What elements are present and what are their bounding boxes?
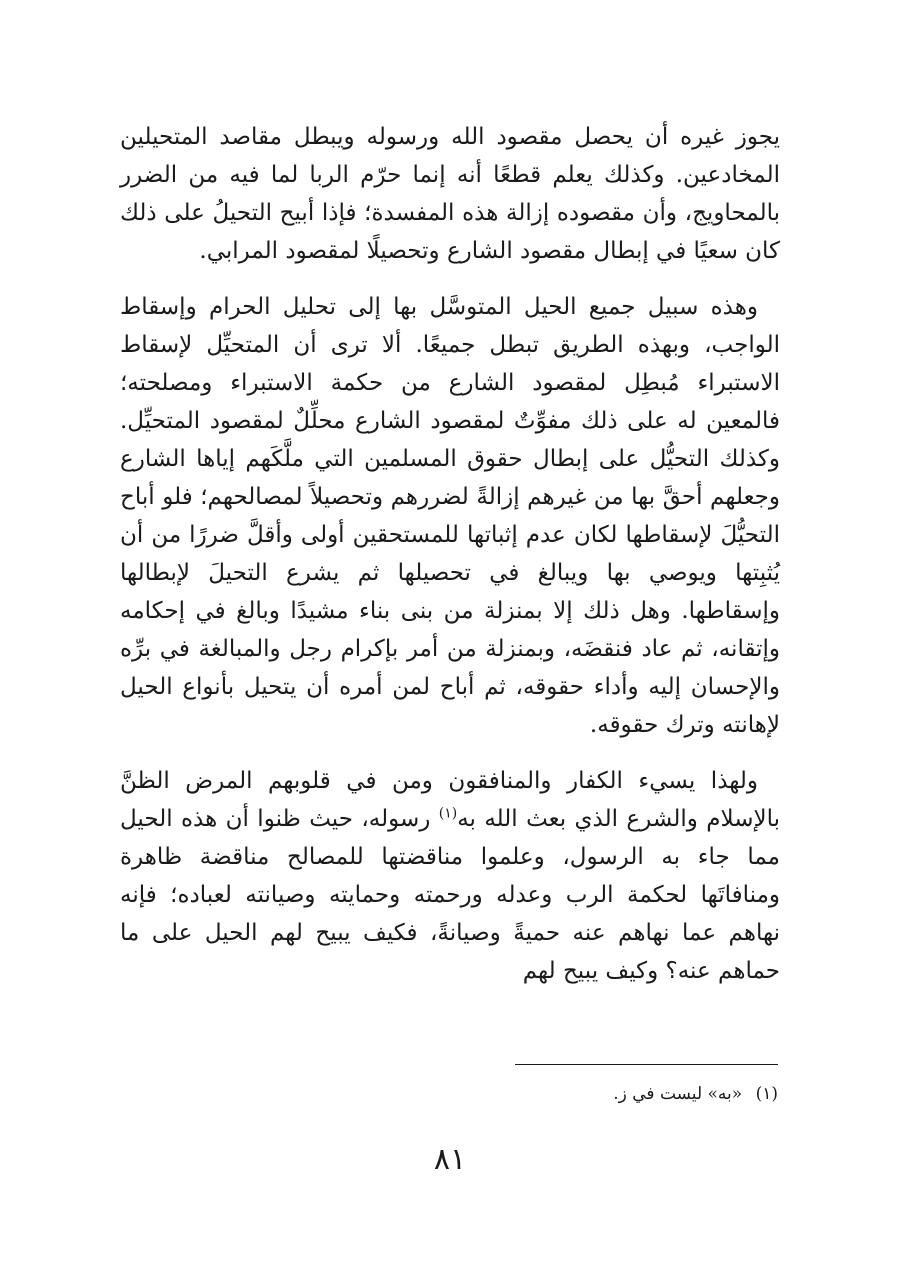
paragraph-2: وهذه سبيل جميع الحيل المتوسَّل بها إلى تحليل الحرام وإسقاط الواجب، وبهذه الطريق تبطل جميعًا. ألا ترى أن المتحيِّل لإسقاط الاستبراء مُبطِل لمقصود الشارع من حكمة الاستبراء ومصلحته؛ فالمعين له على ذلك مفوِّتٌ لمقصود الشارع محلِّلٌ لمقصود المتحيِّل. وكذلك التحيُّل على إبطال حقوق المسلمين التي ملَّكَهم إياها الشارع وجعلهم أحقَّ بها من غيرهم إزالةً لضررهم وتحصيلاً لمصالحهم؛ فلو أباح التحيُّلَ لإسقاطها لكان عدم إثباتها للمستحقين أولى وأقلَّ ضررًا من أن يُثبِتها ويوصي بها ويبالغ في تحصيلها ثم يشرع التحيلَ لإبطالها وإسقاطها. وهل ذلك إلا بمنزلة من بنى بناء مشيدًا وبالغ في إحكامه وإتقانه، ثم عاد فنقضَه، وبمنزلة من أمر بإكرام رجل والمبالغة في برِّه والإحسان إليه وأداء حقوقه، ثم أباح لمن أمره أن يتحيل بأنواع الحيل لإهانته وترك حقوقه. — [120, 294, 780, 738]
footnote — [613, 1082, 778, 1106]
paragraph-3 — [120, 762, 780, 990]
footnote-number: (١) — [755, 1084, 778, 1104]
page-body — [120, 118, 780, 990]
paragraph-3-text-before-marker: ولهذا يسيء الكفار والمنافقون ومن في قلوبهم المرض الظنَّ بالإسلام والشرع الذي بعث الله به — [120, 768, 780, 832]
page-number: ٨١ — [433, 1142, 467, 1177]
footnote-divider — [515, 1064, 778, 1065]
paragraph-3-text-after-marker: رسوله، حيث ظنوا أن هذه الحيل مما جاء به الرسول، وعلموا مناقضتها للمصالح مناقضة ظاهرة ومنافاتَها لحكمة الرب وعدله ورحمته وحمايته وصيانته لعباده؛ فإنه نهاهم عما نهاهم عنه حميةً وصيانةً، فكيف يبيح لهم الحيل على ما حماهم عنه؟ وكيف يبيح لهم — [120, 806, 780, 984]
footnote-text: «به» ليست في ز. — [613, 1084, 743, 1104]
paragraph-1: يجوز غيره أن يحصل مقصود الله ورسوله ويبطل مقاصد المتحيلين المخادعين. وكذلك يعلم قطعًا أنه إنما حرّم الربا لما فيه من الضرر بالمحاويج، وأن مقصوده إزالة هذه المفسدة؛ فإذا أبيح التحيلُ على ذلك كان سعيًا في إبطال مقصود الشارع وتحصيلًا لمقصود المرابي. — [120, 124, 780, 264]
footnote-marker[interactable]: (١) — [438, 805, 458, 822]
